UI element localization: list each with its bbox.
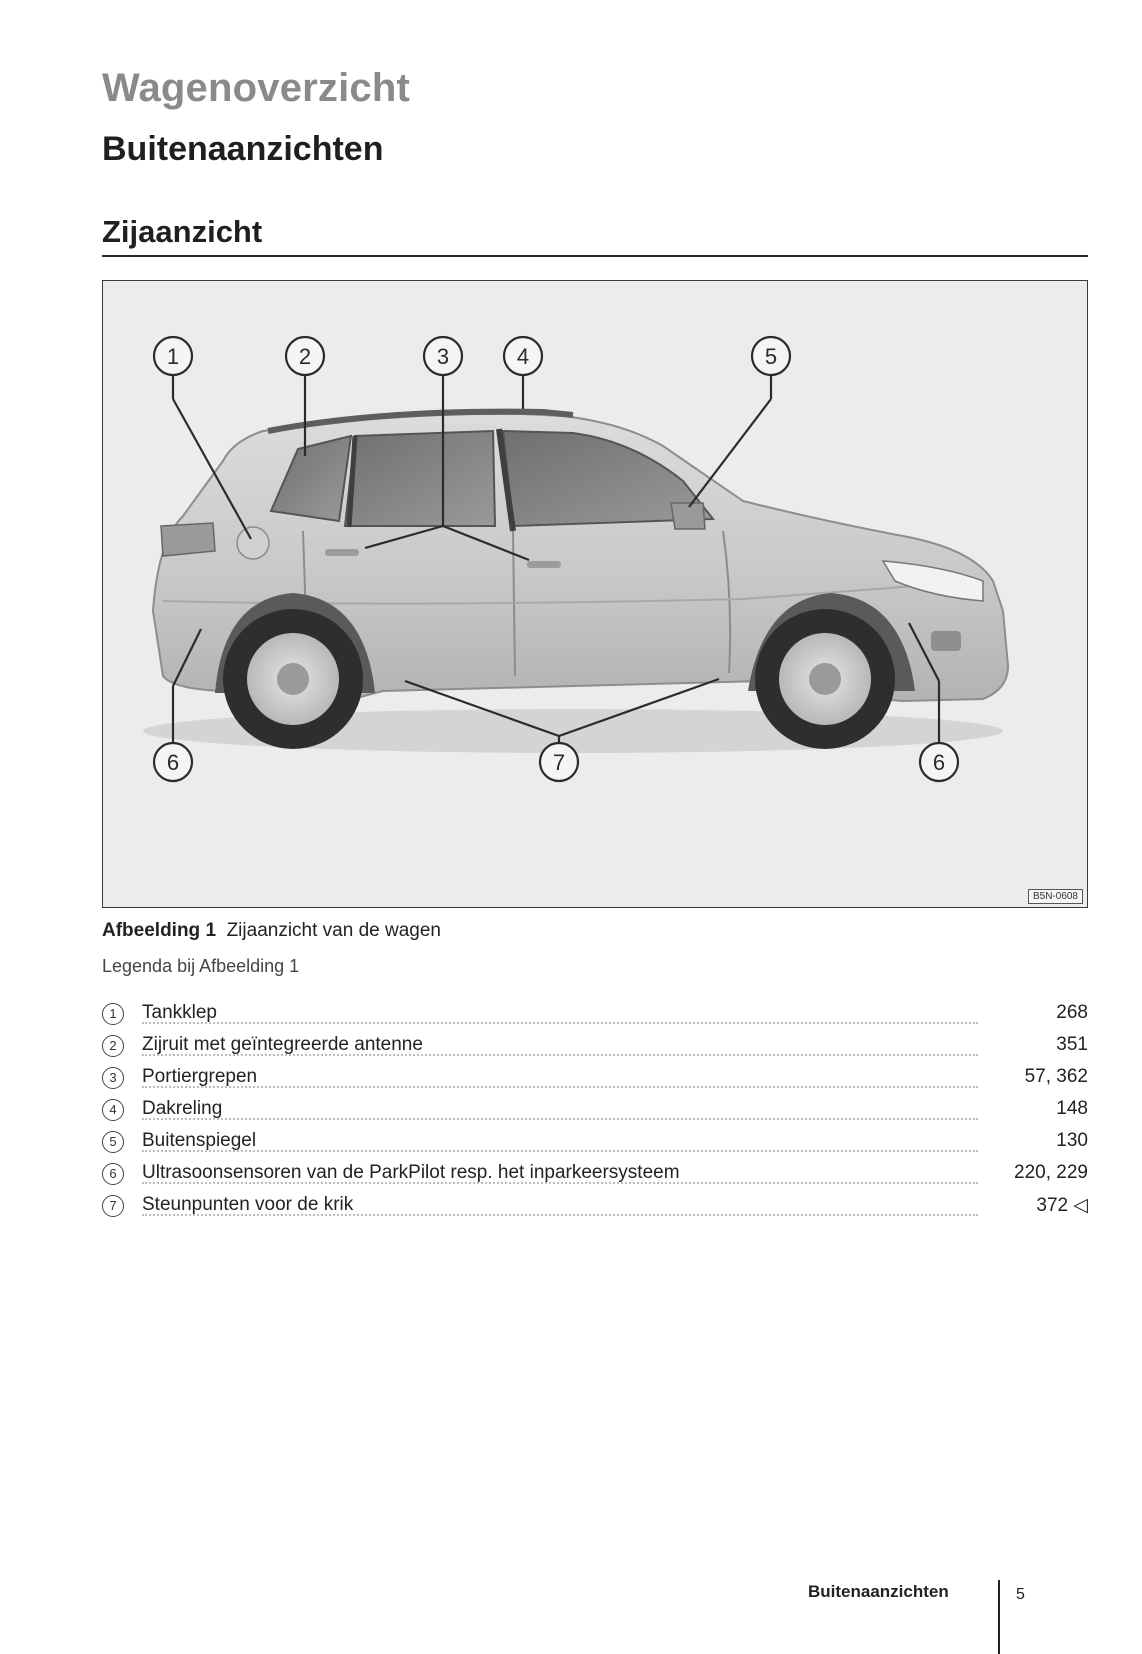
caption-label: Afbeelding 1	[102, 920, 217, 941]
legend-label: Dakreling	[142, 1098, 223, 1119]
callout-7	[540, 743, 578, 781]
page-reference: 130	[1056, 1130, 1088, 1151]
legend-number: 6	[102, 1163, 124, 1185]
chapter-title: Wagenoverzicht	[102, 66, 411, 110]
callout-6-rear	[154, 743, 192, 781]
svg-text:1: 1	[166, 344, 180, 369]
footer-divider	[998, 1580, 1000, 1654]
page-reference: 268	[1056, 1002, 1088, 1023]
legend-item	[102, 1192, 1088, 1224]
figure-caption	[102, 920, 441, 942]
subsection-title: Zijaanzicht	[102, 214, 263, 249]
page-reference: 351	[1056, 1034, 1088, 1055]
caption-text: Zijaanzicht van de wagen	[226, 920, 441, 941]
legend-number: 2	[102, 1035, 124, 1057]
legend-item	[102, 1096, 1088, 1128]
page-reference: 372 ◁	[1036, 1195, 1088, 1216]
legend-number: 1	[102, 1003, 124, 1025]
legend-number: 5	[102, 1131, 124, 1153]
page-reference: 220, 229	[1014, 1162, 1088, 1183]
legend-title: Legenda bij Afbeelding 1	[102, 956, 300, 976]
svg-text:6: 6	[932, 750, 946, 775]
leader-dots	[142, 1002, 978, 1024]
svg-text:4: 4	[516, 344, 530, 369]
side-view-figure	[102, 280, 1088, 908]
svg-text:3: 3	[436, 344, 450, 369]
legend-item	[102, 1064, 1088, 1096]
callout-3	[424, 337, 462, 375]
callout-5	[752, 337, 790, 375]
callout-4	[504, 337, 542, 375]
page-reference: 57, 362	[1024, 1066, 1088, 1087]
heading-divider	[102, 255, 1088, 257]
page-number: 5	[1016, 1586, 1025, 1603]
legend-number: 4	[102, 1099, 124, 1121]
svg-text:5: 5	[764, 344, 778, 369]
leader-dots	[142, 1098, 978, 1120]
leader-dots	[142, 1066, 978, 1088]
legend-number: 3	[102, 1067, 124, 1089]
legend-item	[102, 1128, 1088, 1160]
legend-label: Ultrasoonsensoren van de ParkPilot resp. het inparkeersysteem	[142, 1162, 680, 1183]
svg-text:6: 6	[166, 750, 180, 775]
legend-number: 7	[102, 1195, 124, 1217]
figure-code: B5N-0608	[1028, 889, 1083, 904]
legend-item	[102, 1032, 1088, 1064]
legend-item	[102, 1160, 1088, 1192]
legend-label: Zijruit met geïntegreerde antenne	[142, 1034, 423, 1055]
svg-text:7: 7	[552, 750, 566, 775]
legend-label: Portiergrepen	[142, 1066, 258, 1087]
legend-list	[102, 1000, 1088, 1224]
legend-label: Steunpunten voor de krik	[142, 1194, 354, 1215]
footer-section-title: Buitenaanzichten	[808, 1582, 949, 1601]
car-side-illustration	[103, 281, 1088, 908]
legend-item	[102, 1000, 1088, 1032]
page-reference: 148	[1056, 1098, 1088, 1119]
legend-label: Tankklep	[142, 1002, 217, 1023]
callout-2	[286, 337, 324, 375]
section-title: Buitenaanzichten	[102, 130, 384, 168]
callout-6-front	[920, 743, 958, 781]
leader-dots	[142, 1130, 978, 1152]
callout-1	[154, 337, 192, 375]
legend-label: Buitenspiegel	[142, 1130, 257, 1151]
svg-text:2: 2	[298, 344, 312, 369]
